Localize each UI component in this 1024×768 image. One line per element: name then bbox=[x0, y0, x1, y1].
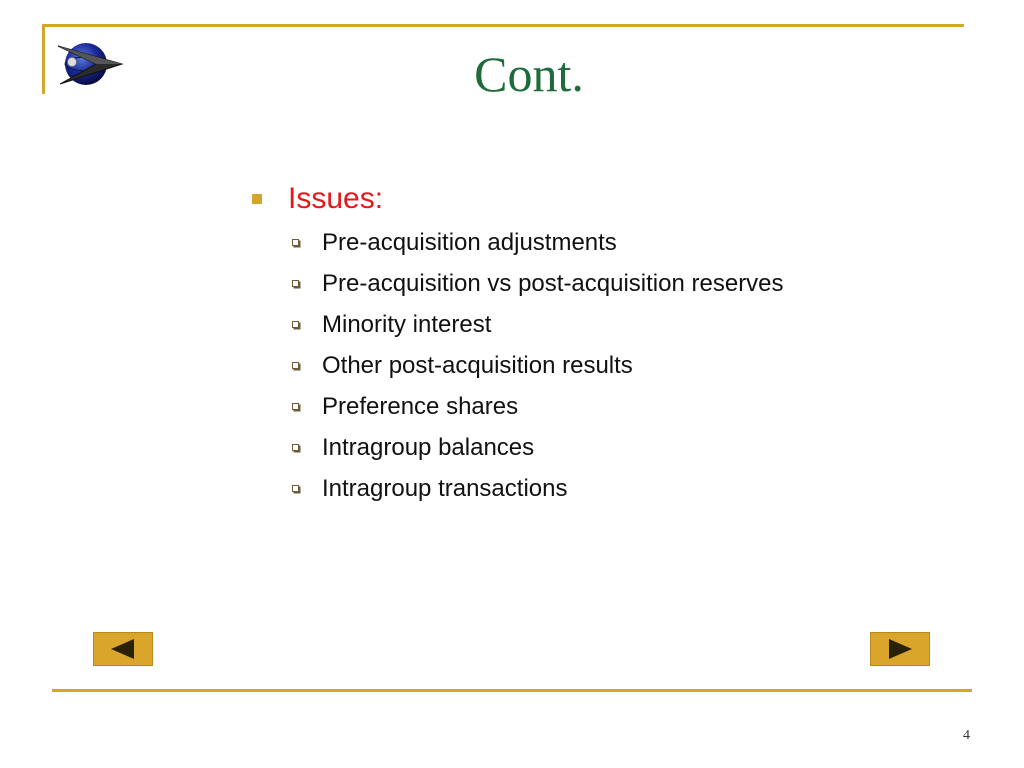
list-item bbox=[292, 263, 950, 304]
list-item bbox=[292, 386, 950, 427]
list-item-text: Preference shares bbox=[322, 392, 519, 420]
triangle-right-icon bbox=[871, 633, 929, 665]
list-heading: Issues: bbox=[288, 182, 384, 215]
list-item bbox=[292, 468, 950, 509]
list-heading-row bbox=[250, 176, 950, 222]
footer-divider bbox=[52, 689, 972, 692]
list-item-text: Intragroup transactions bbox=[322, 474, 568, 502]
hollow-square-bullet-icon bbox=[292, 239, 299, 246]
content-list bbox=[250, 176, 950, 509]
next-slide-button[interactable] bbox=[870, 632, 930, 666]
frame-top-line bbox=[42, 24, 964, 27]
previous-slide-button[interactable] bbox=[93, 632, 153, 666]
triangle-left-icon bbox=[94, 633, 152, 665]
list-item-text: Intragroup balances bbox=[322, 433, 535, 461]
list-item bbox=[292, 304, 950, 345]
list-item bbox=[292, 345, 950, 386]
hollow-square-bullet-icon bbox=[292, 403, 299, 410]
square-bullet-icon bbox=[252, 194, 262, 204]
slide-title: Cont. bbox=[474, 46, 584, 102]
list-item bbox=[292, 427, 950, 468]
list-item-text: Pre-acquisition vs post-acquisition reserves bbox=[322, 269, 784, 297]
hollow-square-bullet-icon bbox=[292, 485, 299, 492]
page-number: 4 bbox=[963, 728, 970, 743]
hollow-square-bullet-icon bbox=[292, 280, 299, 287]
list-item-text: Other post-acquisition results bbox=[322, 351, 633, 379]
list-item-text: Pre-acquisition adjustments bbox=[322, 228, 617, 256]
hollow-square-bullet-icon bbox=[292, 321, 299, 328]
hollow-square-bullet-icon bbox=[292, 444, 299, 451]
hollow-square-bullet-icon bbox=[292, 362, 299, 369]
list-item bbox=[292, 222, 950, 263]
list-item-text: Minority interest bbox=[322, 310, 492, 338]
